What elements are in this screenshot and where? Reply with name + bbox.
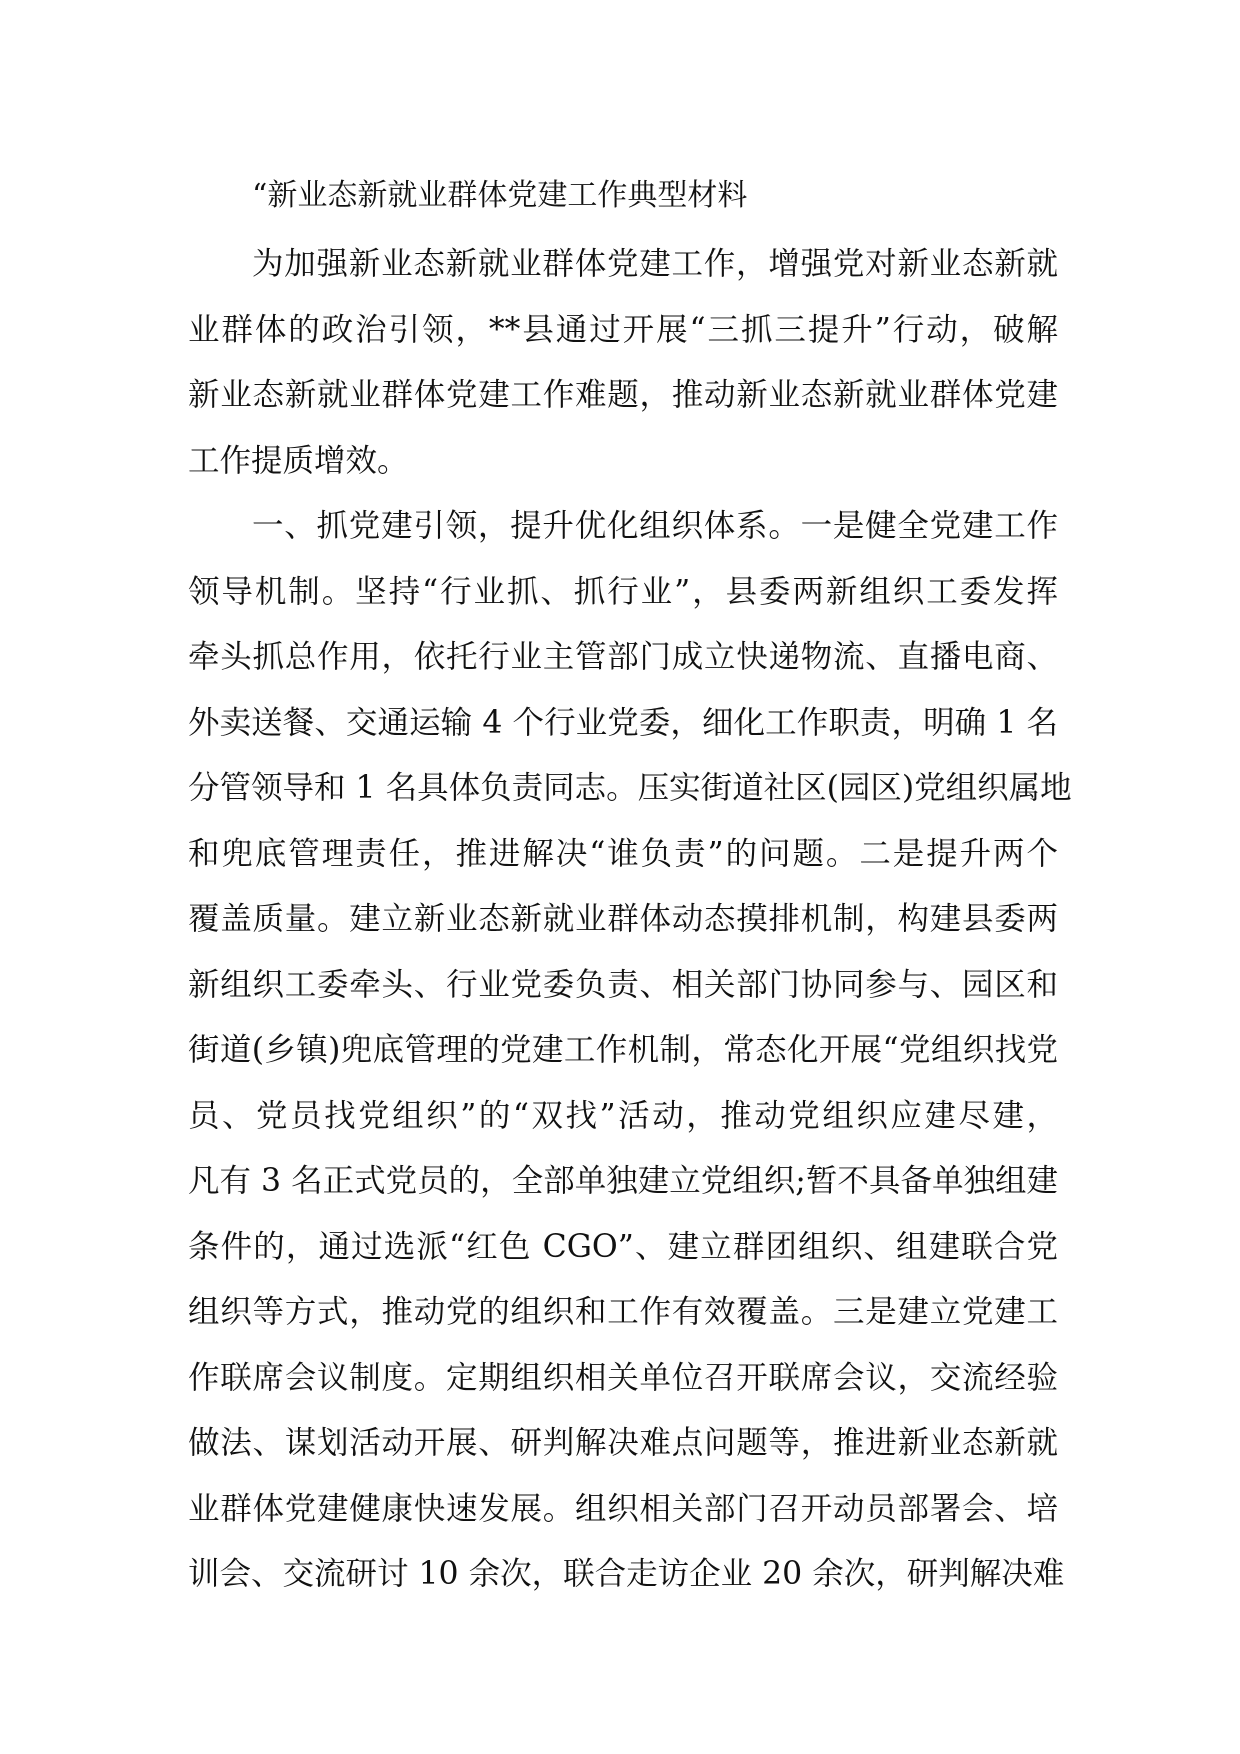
paragraph-line: 分管领导和 1 名具体负责同志。压实街道社区(园区)党组织属地 (188, 770, 1072, 806)
paragraph-line: 员、党员找党组织”的“双找”活动，推动党组织应建尽建， (188, 1097, 1058, 1134)
paragraph-line: 训会、交流研讨 10 余次，联合走访企业 20 余次，研判解决难 (188, 1556, 1065, 1592)
paragraph-section-one (188, 494, 1072, 1608)
paragraph-line: 一、抓党建引领，提升优化组织体系。一是健全党建工作 (252, 508, 1058, 544)
paragraph-line: 外卖送餐、交通运输 4 个行业党委，细化工作职责，明确 1 名 (188, 704, 1058, 741)
paragraph-line: 为加强新业态新就业群体党建工作，增强党对新业态新就 (252, 246, 1058, 282)
paragraph-line: 作联席会议制度。定期组织相关单位召开联席会议，交流经验 (188, 1359, 1058, 1396)
paragraph-line: 组织等方式，推动党的组织和工作有效覆盖。三是建立党建工 (188, 1294, 1058, 1330)
paragraph-line: 做法、谋划活动开展、研判解决难点问题等，推进新业态新就 (188, 1425, 1058, 1461)
paragraph-intro (188, 232, 1058, 494)
paragraph-line: 工作提质增效。 (188, 442, 409, 479)
paragraph-line: 凡有 3 名正式党员的，全部单独建立党组织;暂不具备单独组建 (188, 1163, 1058, 1199)
paragraph-line: 新组织工委牵头、行业党委负责、相关部门协同参与、园区和 (188, 966, 1058, 1003)
paragraph-line: 牵头抓总作用，依托行业主管部门成立快递物流、直播电商、 (188, 639, 1058, 675)
paragraph-line: 业群体的政治引领，**县通过开展“三抓三提升”行动，破解 (188, 311, 1058, 348)
paragraph-line: 街道(乡镇)兜底管理的党建工作机制，常态化开展“党组织找党 (188, 1032, 1058, 1068)
paragraph-line: 覆盖质量。建立新业态新就业群体动态摸排机制，构建县委两 (188, 901, 1058, 937)
paragraph-line: 条件的，通过选派“红色 CGO”、建立群团组织、组建联合党 (188, 1228, 1058, 1265)
paragraph-line: 新业态新就业群体党建工作难题，推动新业态新就业群体党建 (188, 377, 1058, 413)
paragraph-line: 领导机制。坚持“行业抓、抓行业”，县委两新组织工委发挥 (188, 573, 1058, 610)
document-title: “新业态新就业群体党建工作典型材料 (252, 178, 748, 213)
paragraph-line: 和兜底管理责任，推进解决“谁负责”的问题。二是提升两个 (188, 835, 1058, 872)
paragraph-line: 业群体党建健康快速发展。组织相关部门召开动员部署会、培 (188, 1490, 1058, 1527)
